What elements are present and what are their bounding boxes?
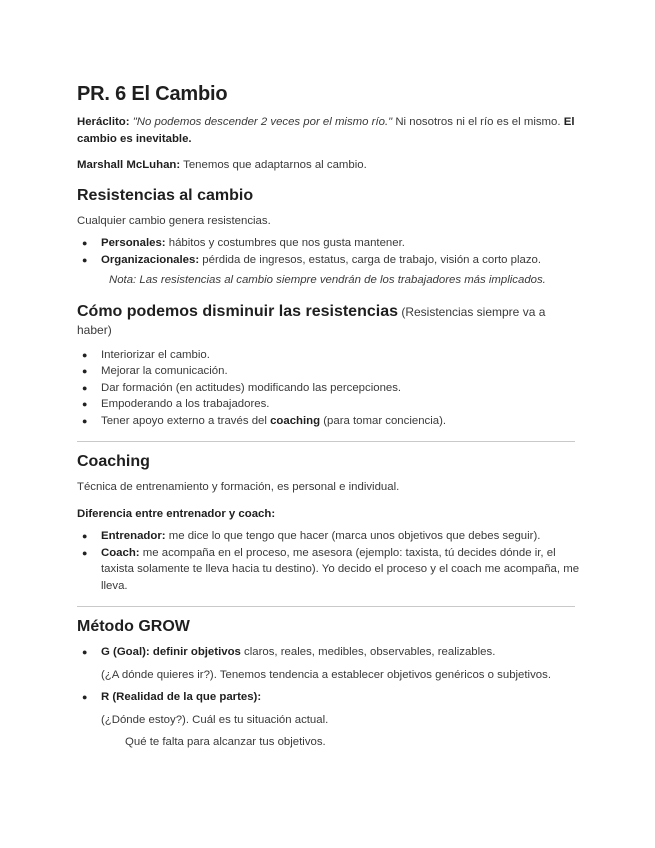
resistencias-note: Nota: Las resistencias al cambio siempre vendrán de los trabajadores más implicados. <box>109 274 546 286</box>
section-divider <box>77 606 575 607</box>
heraclito-conclusion: El cambio es inevitable. <box>77 116 575 145</box>
list-item <box>77 235 582 252</box>
item-text: pérdida de ingresos, estatus, carga de trabajo, visión a corto plazo. <box>199 253 542 266</box>
heraclito-quote: "No podemos descender 2 veces por el mismo río." <box>132 116 393 128</box>
list-item: ● Interiorizar el cambio. <box>77 347 582 364</box>
list-item <box>77 252 582 269</box>
disminuir-subtitle: (Resistencias siempre va a haber) <box>77 304 546 337</box>
list-item <box>77 689 582 706</box>
item-label: Organizacionales: <box>101 253 200 266</box>
coaching-intro: Técnica de entrenamiento y formación, es personal e individual. <box>77 481 400 493</box>
coaching-diff-heading <box>77 506 582 523</box>
disminuir-list <box>77 347 582 430</box>
diff-heading-text: Diferencia entre entrenador y coach: <box>77 507 276 520</box>
item-text: hábitos y costumbres que nos gusta mantener. <box>165 237 405 249</box>
grow-r-sub: (¿Dónde estoy?). Cuál es tu situación actual. <box>101 713 329 726</box>
item-text: claros, reales, medibles, observables, realizables. <box>240 646 496 658</box>
document-content <box>77 83 582 751</box>
heraclito-paragraph <box>77 114 582 147</box>
heraclito-text: Ni nosotros ni el río es el mismo. <box>392 116 564 128</box>
list-item <box>77 528 582 545</box>
item-text: (para tomar conciencia). <box>320 414 447 427</box>
section-divider <box>77 441 575 442</box>
item-bold: coaching <box>270 414 321 427</box>
item-text: Tener apoyo externo a través del <box>101 414 271 427</box>
list-item: ● Empoderando a los trabajadores. <box>77 396 582 413</box>
coaching-heading: Coaching <box>77 453 150 470</box>
grow-list <box>77 644 582 661</box>
item-label: Personales: <box>101 237 166 249</box>
list-item: ● Mejorar la comunicación. <box>77 363 582 380</box>
item-text: me acompaña en el proceso, me asesora (ejemplo: taxista, tú decides dónde ir, el taxista solamente te lleva hacia tu destino). Yo decido el proceso y el coach me acompaña, me lleva. <box>101 546 580 592</box>
coaching-list <box>77 528 582 594</box>
grow-list-r <box>77 689 582 706</box>
item-label: R (Realidad de la que partes): <box>101 691 262 703</box>
resistencias-heading: Resistencias al cambio <box>77 186 254 204</box>
list-item: ● Dar formación (en actitudes) modificando las percepciones. <box>77 380 582 397</box>
disminuir-heading <box>77 303 582 339</box>
list-item <box>77 545 582 595</box>
item-label: Entrenador: <box>101 530 166 542</box>
list-item <box>77 413 582 430</box>
item-label: G (Goal): definir objetivos <box>101 646 241 658</box>
disminuir-title: Cómo podemos disminuir las resistencias <box>77 302 398 320</box>
grow-heading: Método GROW <box>77 618 190 635</box>
page-title: PR. 6 El Cambio <box>77 83 228 105</box>
grow-r-sub2: Qué te falta para alcanzar tus objetivos. <box>125 736 326 748</box>
mcluhan-label: Marshall McLuhan: <box>77 159 181 171</box>
item-label: Coach: <box>101 546 140 559</box>
resistencias-intro: Cualquier cambio genera resistencias. <box>77 214 271 227</box>
mcluhan-text: Tenemos que adaptarnos al cambio. <box>180 159 367 171</box>
mcluhan-paragraph <box>77 157 582 174</box>
grow-g-sub: (¿A dónde quieres ir?). Tenemos tendencia a establecer objetivos genéricos o subjetivos. <box>101 668 551 681</box>
heraclito-label: Heráclito: <box>77 116 130 128</box>
item-text: me dice lo que tengo que hacer (marca unos objetivos que debes seguir). <box>165 530 541 542</box>
list-item <box>77 644 582 661</box>
resistencias-list <box>77 235 582 268</box>
